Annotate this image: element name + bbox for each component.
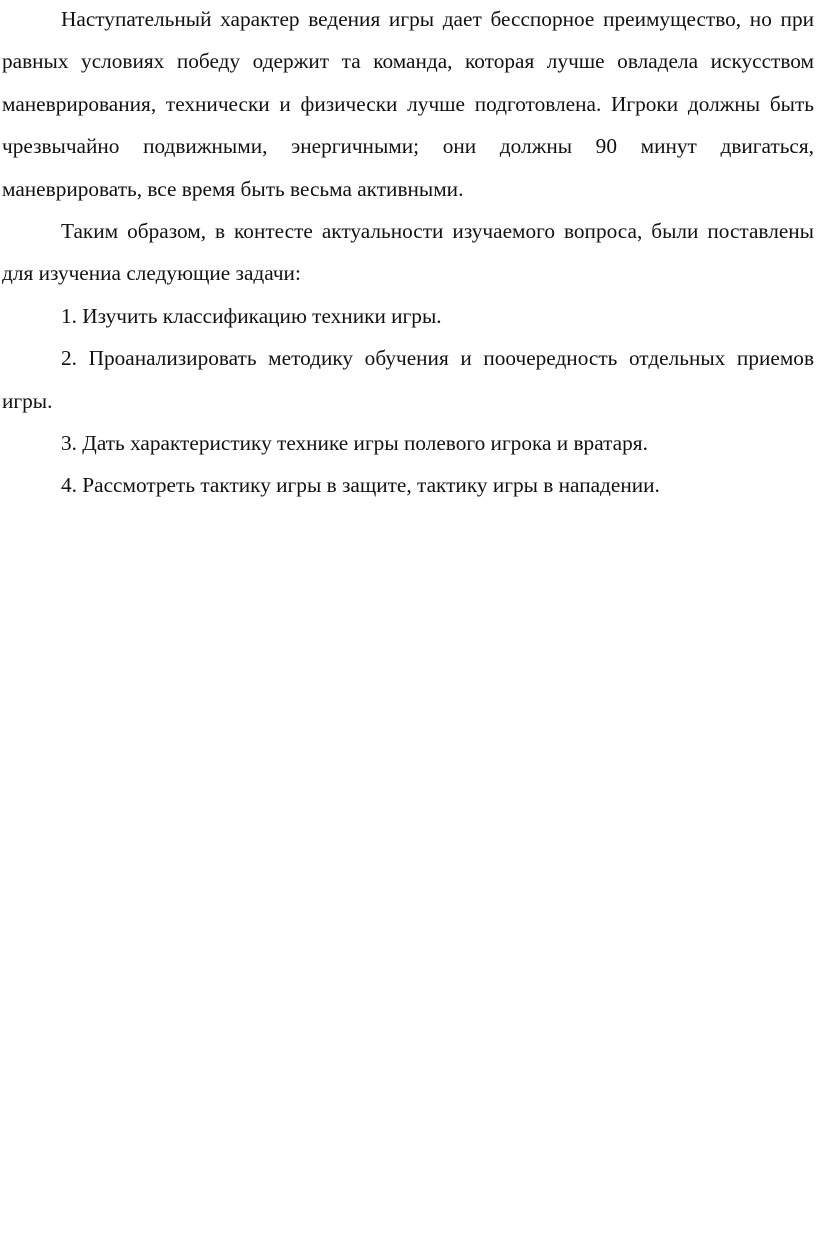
task-item-1: 1. Изучить классификацию техники игры. [61, 303, 442, 328]
document-body [2, 0, 814, 507]
task-item-4: 4. Рассмотреть тактику игры в защите, тактику игры в нападении. [61, 473, 660, 498]
task-item-3: 3. Дать характеристику технике игры полевого игрока и вратаря. [61, 431, 648, 456]
task-item-2: 2. Проанализировать методику обучения и поочередность отдельных приемов игры. [2, 346, 814, 413]
paragraph-intro: Наступательный характер ведения игры дает бесспорное преимущество, но при равных условиях победу одержит та команда, которая лучше овладела искусством маневрирования, технически и физически лучше подготовлена. Игроки должны быть чрезвычайно подвижными, энергичными; они должны 90 минут двигаться, маневрировать, все время быть весьма активными. [2, 7, 814, 201]
paragraph-tasks-lead: Таким образом, в контесте актуальности изучаемого вопроса, были поставлены для изучениа следующие задачи: [2, 219, 814, 286]
